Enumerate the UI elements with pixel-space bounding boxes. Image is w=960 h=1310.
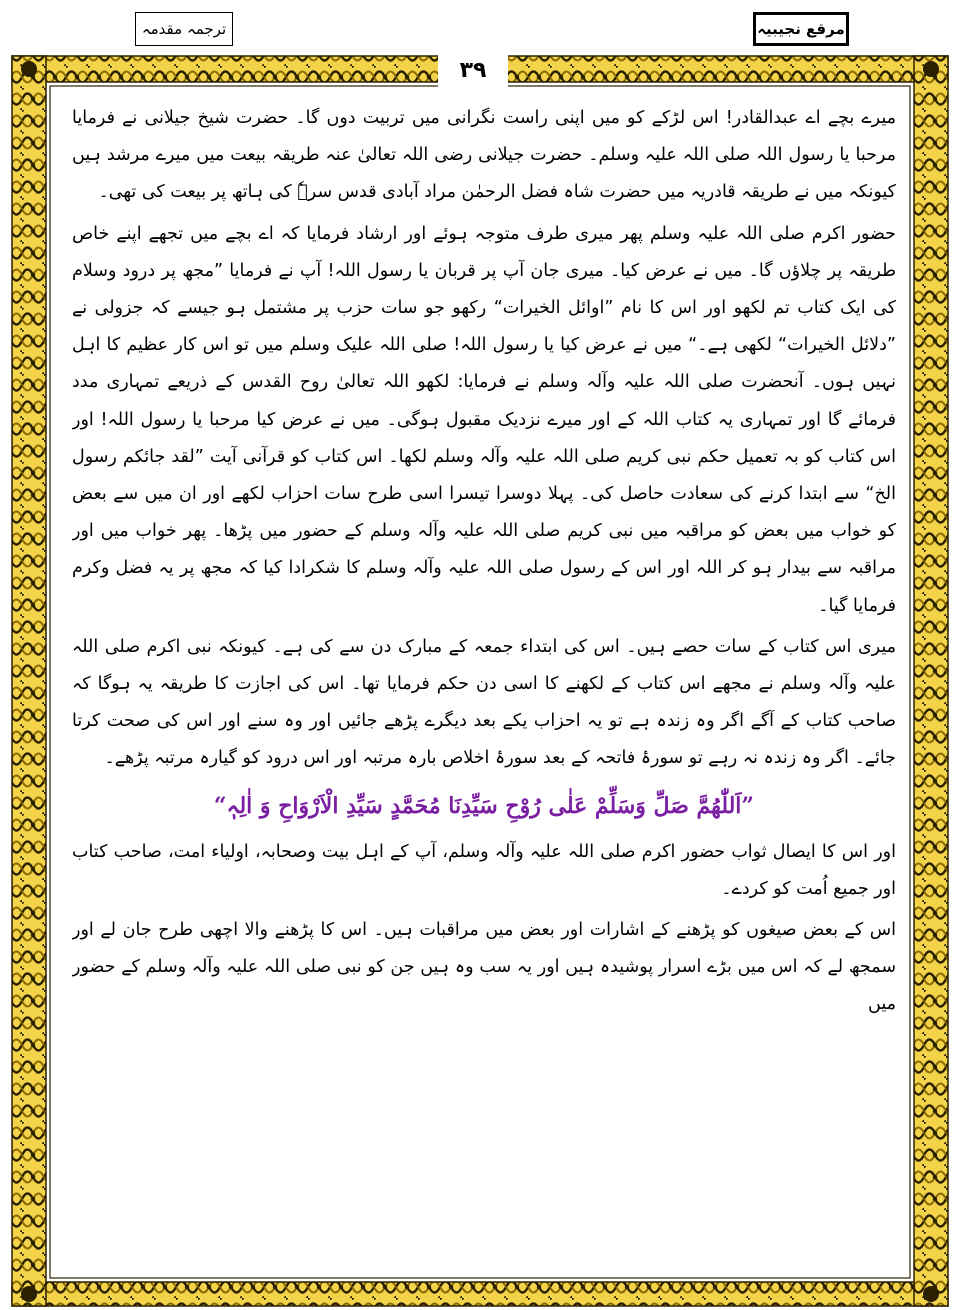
paragraph-1: میرے بچے اے عبدالقادر! اس لڑکے کو میں اپنی راست نگرانی میں تربیت دوں گا۔ حضرت شیخ جیلانی نے فرمایا مرحبا یا رسول اللہ صلی اللہ علیہ وسلم۔ حضرت جیلانی رضی اللہ تعالیٰ عنہ طریقہ بیعت میں میرے مرشد ہیں کیونکہ میں نے طریقہ قادریہ میں حضرت شاہ فضل الرحمٰن مراد آبادی قدس سرہٗ کی ہاتھ پر بیعت کی تھی۔ <box>72 108 896 203</box>
paragraph-2: حضور اکرم صلی اللہ علیہ وسلم پھر میری طرف متوجہ ہوئے اور ارشاد فرمایا کہ اے بچے میں تجھے اپنے خاص طریقہ پر چلاؤں گا۔ میں نے عرض کیا۔ میری جان آپ پر قربان یا رسول اللہ! آپ نے فرمایا ”مجھ پر درود وسلام کی ایک کتاب تم لکھو اور اس کا نام ”اوائل الخیرات“ رکھو جو سات حزب پر مشتمل ہو جیسے کہ جزولی نے ”دلائل الخیرات“ لکھی ہے۔“ میں نے عرض کیا یا رسول اللہ! صلی اللہ علیک وسلم میں تو اس کار عظیم کا اہل نہیں ہوں۔ آنحضرت صلی اللہ علیہ وآلہ وسلم نے فرمایا: لکھو اللہ تعالیٰ روح القدس کے ذریعے تمہاری مدد فرمائے گا اور تمہاری یہ کتاب اللہ کے اور میرے نزدیک مقبول ہوگی۔ میں نے عرض کیا مرحبا یا رسول اللہ! اور اس کتاب کو بہ تعمیل حکم نبی کریم صلی اللہ علیہ وآلہ وسلم لکھا۔ اس کتاب کو قرآنی آیت ”لقد جائکم رسول الخ“ سے ابتدا کرنے کی سعادت حاصل کی۔ پہلا دوسرا تیسرا اسی طرح سات احزاب لکھے اور ان میں سے بعض کو خواب میں بعض کو مراقبہ میں نبی کریم صلی اللہ علیہ وآلہ وسلم کے حضور میں پڑھا۔ پھر خواب میں اور مراقبہ سے بیدار ہو کر اللہ اور اس کے رسول صلی اللہ علیہ وآلہ وسلم کا شکرادا کیا کہ مجھ پر یہ فضل وکرم فرمایا گیا۔ <box>72 223 896 616</box>
durood-text: ”اَللّٰھُمَّ صَلِّ وَسَلِّمْ عَلٰی رُوْحِ سَیِّدِنَا مُحَمَّدٍ سَیِّدِ الْاَرْوَاحِ وَ اٰلِہٖ“ <box>213 792 755 819</box>
paragraph-3: میری اس کتاب کے سات حصے ہیں۔ اس کی ابتداء جمعہ کے مبارک دن سے کی ہے۔ کیونکہ نبی اکرم صلی اللہ علیہ وآلہ وسلم نے مجھے اس کتاب کے لکھنے کا اسی دن حکم فرمایا تھا۔ اس کی اجازت کا طریقہ یہ ہوگا کہ صاحب کتاب کے آگے اگر وہ زندہ ہے تو یہ احزاب یکے بعد دیگرے پڑھے جائیں اور وہ سنے اور اس کی صحت کرتا جائے۔ اگر وہ زندہ نہ رہے تو سورۂ فاتحہ کے بعد سورۂ اخلاص بارہ مرتبہ اور اس درود کو گیارہ مرتبہ پڑھے۔ <box>72 636 896 769</box>
page-number: ۳۹ <box>438 52 508 88</box>
paragraph-4: اور اس کا ایصال ثواب حضور اکرم صلی اللہ علیہ وآلہ وسلم، آپ کے اہل بیت وصحابہ، اولیاء امت، صاحب کتاب اور جمیع اُمت کو کردے۔ <box>72 841 896 899</box>
paragraph-5: اس کے بعض صیغوں کو پڑھنے کے اشارات اور بعض میں مراقبات ہیں۔ اس کا پڑھنے والا اچھی طرح جان لے اور سمجھ لے کہ اس میں بڑے اسرار پوشیدہ ہیں اور یہ سب وہ ہیں جن کو نبی صلی اللہ علیہ وآلہ وسلم کے حضور میں <box>72 920 896 1015</box>
header-right-label: مرقع نجیبیہ <box>753 12 849 46</box>
header-left-label: ترجمہ مقدمہ <box>135 12 233 46</box>
page-body <box>72 100 896 1295</box>
